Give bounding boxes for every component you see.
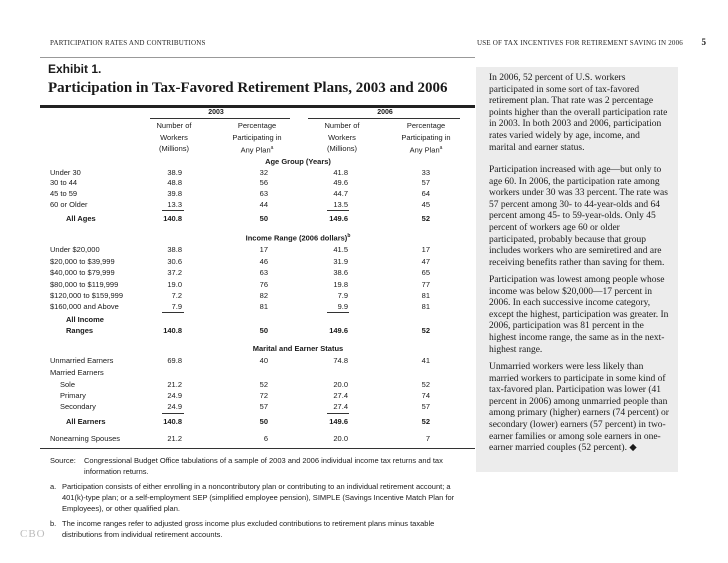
- table-cell: 65: [421, 268, 430, 277]
- title-rule: [40, 105, 475, 108]
- section-header-income: [198, 233, 398, 243]
- table-cell: 49.6: [333, 178, 348, 187]
- total-underline: [327, 312, 349, 313]
- note-b-text: The income ranges refer to adjusted gross income plus excluded contributions to retirement plans minus taxable distributions from individual retirement accounts.: [62, 519, 435, 539]
- table-cell: 63: [259, 189, 268, 198]
- running-header-right: USE OF TAX INCENTIVES FOR RETIREMENT SAVING IN 2006: [476, 39, 683, 47]
- table-cell: 52: [421, 214, 430, 223]
- row-label: Secondary: [60, 402, 96, 411]
- table-cell: 44: [259, 200, 268, 209]
- col-header-pct-2006: [387, 120, 465, 156]
- table-cell: 24.9: [167, 391, 182, 400]
- table-cell: 56: [259, 178, 268, 187]
- table-cell: 41: [421, 356, 430, 365]
- total-underline: [162, 210, 184, 211]
- table-cell: 21.2: [167, 380, 182, 389]
- col-header-line: [218, 143, 296, 156]
- table-cell: 74: [421, 391, 430, 400]
- table-cell: 20.0: [333, 434, 348, 443]
- table-cell: 31.9: [333, 257, 348, 266]
- table-cell: 50: [259, 326, 268, 335]
- col-header-line: Percentage: [237, 121, 277, 130]
- table-cell: 9.9: [337, 302, 348, 311]
- table-cell: 21.2: [167, 434, 182, 443]
- table-cell: 37.2: [167, 268, 182, 277]
- note-a-text: Participation consists of either enrolling in a noncontributory plan or contributing to an individual retirement account; a 401(k)-type plan; or a self-employment SEP (simplified employee pension), SIMPLE (Savings Incentive Match Plan for Employees), or other qualified plan.: [62, 482, 455, 513]
- row-label: Primary: [60, 391, 86, 400]
- footnote-marker: b: [347, 233, 351, 239]
- table-cell: 50: [259, 417, 268, 426]
- col-header-line: Number of: [156, 121, 192, 130]
- table-cell: 81: [421, 302, 430, 311]
- col-header-workers-2003: [145, 120, 203, 155]
- col-header-text: Any Plan: [240, 145, 271, 155]
- row-label: Nonearning Spouses: [50, 434, 121, 443]
- table-cell: 33: [421, 168, 430, 177]
- section-header-marital: Marital and Earner Status: [252, 344, 344, 353]
- row-label: Unmarried Earners: [50, 356, 114, 365]
- running-header-left: PARTICIPATION RATES AND CONTRIBUTIONS: [50, 39, 206, 47]
- sidebar-paragraph: Participation increased with age—but only to age 60. In 2006, the participation rate among workers under 30 was 33 percent. The rate was 57 percent among 30- to 44-year-olds and 64 percent among 45- to 59-year-olds. Only 45 percent of workers age 60 or older participated, probably because that group includes workers who are semiretired and are receiving benefits rather than saving for them.: [489, 165, 668, 268]
- table-cell: 82: [259, 291, 268, 300]
- table-cell: 7.9: [337, 291, 348, 300]
- sidebar-paragraph: Participation was lowest among people whose income was below $20,000—17 percent in 2006. In each successive income category, except the highest, participation was greater. In 2006, participation was 81 percent in the highest income range, the same as in the next-highest range.: [489, 275, 669, 355]
- sidebar-paragraph: In 2006, 52 percent of U.S. workers participated in some sort of tax-favored retirement plan. That rate was 2 percentage points higher than the overall participation rate in 2003. In both 2003 and 2006, participation rates varied widely by age, income, and marital and earner status.: [489, 73, 668, 153]
- top-rule: [40, 57, 475, 58]
- footnote-marker: a: [270, 145, 274, 151]
- row-label-total: All Ages: [66, 214, 96, 223]
- col-header-line: Number of: [324, 121, 360, 130]
- table-cell: 52: [421, 380, 430, 389]
- table-cell: 7.9: [171, 302, 182, 311]
- exhibit-label: Exhibit 1.: [48, 62, 102, 76]
- col-header-line: (Millions): [159, 144, 189, 153]
- table-cell: 57: [421, 178, 430, 187]
- table-cell: 38.6: [333, 268, 348, 277]
- section-header-text: Income Range (2006 dollars): [245, 233, 348, 243]
- table-cell: 76: [259, 280, 268, 289]
- cbo-logo: CBO: [20, 528, 46, 540]
- total-underline: [162, 413, 184, 414]
- table-cell: 7.2: [171, 291, 182, 300]
- year-rule-2006: [308, 118, 460, 119]
- section-header-age: Age Group (Years): [265, 157, 331, 166]
- row-label: 45 to 59: [50, 189, 78, 198]
- table-cell: 44.7: [333, 189, 348, 198]
- table-cell: 81: [259, 302, 268, 311]
- table-cell: 38.9: [167, 168, 182, 177]
- col-header-line: Workers: [160, 132, 188, 142]
- table-cell: 52: [259, 380, 268, 389]
- row-label-total: Ranges: [66, 326, 94, 335]
- note-a-label: a.: [50, 482, 57, 491]
- table-cell: 69.8: [167, 356, 182, 365]
- table-cell: 48.8: [167, 178, 182, 187]
- row-label: 60 or Older: [50, 200, 88, 209]
- table-cell: 32: [259, 168, 268, 177]
- row-label: Married Earners: [50, 368, 104, 377]
- table-cell: 41.8: [333, 168, 348, 177]
- table-cell: 45: [421, 200, 430, 209]
- source-label: Source:: [50, 456, 76, 465]
- col-header-line: (Millions): [327, 144, 357, 153]
- table-cell: 64: [421, 189, 430, 198]
- table-cell: 149.6: [329, 417, 348, 426]
- row-label: $120,000 to $159,999: [50, 291, 123, 300]
- table-cell: 19.0: [167, 280, 182, 289]
- table-cell: 140.8: [163, 214, 182, 223]
- table-cell: 17: [259, 245, 268, 254]
- table-cell: 39.8: [167, 189, 182, 198]
- table-cell: 40: [259, 356, 268, 365]
- col-header-text: Any Plan: [409, 145, 440, 155]
- table-cell: 24.9: [167, 402, 182, 411]
- col-header-line: Workers: [328, 132, 356, 142]
- table-cell: 63: [259, 268, 268, 277]
- col-header-line: Participating in: [401, 132, 451, 142]
- table-cell: 30.6: [167, 257, 182, 266]
- year-header-2003: 2003: [208, 109, 224, 116]
- table-cell: 77: [421, 280, 430, 289]
- year-header-2006: 2006: [377, 109, 393, 116]
- row-label-total: All Income: [66, 315, 104, 324]
- row-label: $40,000 to $79,999: [50, 268, 115, 277]
- year-rule-2003: [150, 118, 290, 119]
- table-cell: 57: [259, 402, 268, 411]
- row-label: 30 to 44: [50, 178, 78, 187]
- table-cell: 27.4: [333, 402, 348, 411]
- col-header-pct-2003: [218, 120, 296, 156]
- total-underline: [327, 210, 349, 211]
- total-underline: [162, 312, 184, 313]
- sidebar-paragraph: Unmarried workers were less likely than married workers to participate in some kind of tax-favored plan. Participation was lower (41 percent in 2006) among unmarried people than among primary (higher) earners (74 percent) or secondary (lower) earners (57 percent) in two-earner families or among sole earners in one-earner married couples (52 percent). ◆: [489, 362, 669, 454]
- footnote-marker: a: [439, 145, 443, 151]
- table-cell: 46: [259, 257, 268, 266]
- row-label: $160,000 and Above: [50, 302, 119, 311]
- table-cell: 13.3: [167, 200, 182, 209]
- table-cell: 7: [425, 434, 430, 443]
- source-text: Congressional Budget Office tabulations of a sample of 2003 and 2006 individual income tax returns and tax information returns.: [84, 456, 443, 476]
- table-cell: 50: [259, 214, 268, 223]
- table-cell: 47: [421, 257, 430, 266]
- col-header-line: [387, 143, 465, 156]
- table-cell: 13.5: [333, 200, 348, 209]
- row-label: Sole: [60, 380, 76, 389]
- table-cell: 57: [421, 402, 430, 411]
- total-underline: [327, 413, 349, 414]
- table-cell: 19.8: [333, 280, 348, 289]
- table-bottom-rule: [40, 448, 475, 449]
- table-cell: 149.6: [329, 214, 348, 223]
- table-cell: 140.8: [163, 326, 182, 335]
- table-cell: 6: [263, 434, 268, 443]
- table-cell: 27.4: [333, 391, 348, 400]
- row-label-total: All Earners: [66, 417, 106, 426]
- exhibit-title: Participation in Tax-Favored Retirement Plans, 2003 and 2006: [48, 80, 448, 96]
- note-b-label: b.: [50, 519, 57, 528]
- col-header-workers-2006: [311, 120, 373, 155]
- table-cell: 149.6: [329, 326, 348, 335]
- table-cell: 52: [421, 417, 430, 426]
- table-cell: 38.8: [167, 245, 182, 254]
- row-label: Under 30: [50, 168, 81, 177]
- col-header-line: Participating in: [232, 132, 282, 142]
- row-label: $80,000 to $119,999: [50, 280, 119, 289]
- page-number: 5: [701, 37, 706, 47]
- table-cell: 74.8: [333, 356, 348, 365]
- table-cell: 52: [421, 326, 430, 335]
- table-cell: 41.5: [333, 245, 348, 254]
- table-cell: 81: [421, 291, 430, 300]
- table-cell: 17: [421, 245, 430, 254]
- row-label: Under $20,000: [50, 245, 100, 254]
- col-header-line: Percentage: [406, 121, 446, 130]
- table-cell: 140.8: [163, 417, 182, 426]
- table-cell: 20.0: [333, 380, 348, 389]
- row-label: $20,000 to $39,999: [50, 257, 115, 266]
- table-cell: 72: [259, 391, 268, 400]
